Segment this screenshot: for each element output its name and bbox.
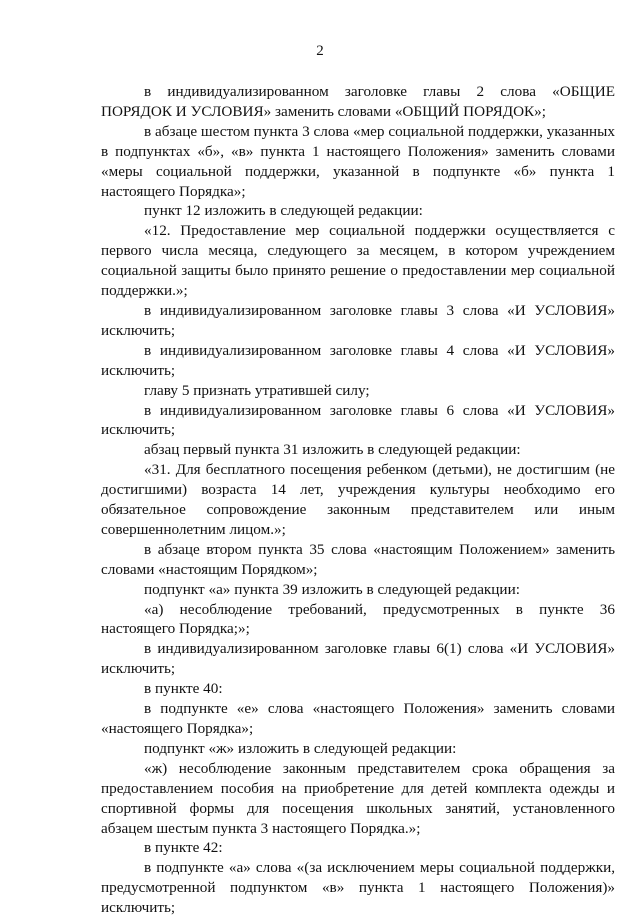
paragraph-7: главу 5 признать утратившей силу; (144, 381, 370, 399)
paragraph-11: в абзаце втором пункта 35 слова «настоящим Положением» заменить словами «настоящим Порядком»; (101, 540, 615, 578)
paragraph-19: в пункте 42: (144, 839, 223, 857)
paragraph-4: «12. Предоставление мер социальной поддержки осуществляется с первого числа месяца, следующего за месяцем, в котором учреждением социальной защиты было принято решение о предоставлении мер социальной поддержки.»; (101, 222, 615, 300)
paragraph-2: в абзаце шестом пункта 3 слова «мер социальной поддержки, указанных в подпунктах «б», «в» пункта 1 настоящего Положения» заменить словами «меры социальной поддержки, указанной в подпункте «б» пункта 1 настоящего Порядка»; (101, 122, 615, 200)
paragraph-10: «31. Для бесплатного посещения ребенком (детьми), не достигшим (не достигшими) возраста 14 лет, учреждения культуры необходимо его обязательное сопровождение законным представителем или иным совершеннолетним лицом.»; (101, 461, 615, 538)
page-number: 2 (316, 43, 324, 59)
paragraph-9: абзац первый пункта 31 изложить в следующей редакции: (144, 441, 521, 459)
paragraph-20: в подпункте «а» слова «(за исключением меры социальной поддержки, предусмотренной подпунктом «в» пункта 1 настоящего Положения)» исключить; (101, 859, 615, 917)
paragraph-16: в подпункте «е» слова «настоящего Положения» заменить словами «настоящего Порядка»; (101, 700, 615, 737)
paragraph-8: в индивидуализированном заголовке главы 6 слова «И УСЛОВИЯ» исключить; (101, 401, 615, 439)
paragraph-14: в индивидуализированном заголовке главы 6(1) слова «И УСЛОВИЯ» исключить; (101, 640, 615, 678)
paragraph-17: подпункт «ж» изложить в следующей редакции: (144, 739, 457, 757)
paragraph-5: в индивидуализированном заголовке главы 3 слова «И УСЛОВИЯ» исключить; (101, 301, 615, 339)
paragraph-15: в пункте 40: (144, 680, 223, 698)
document-body (101, 82, 615, 918)
paragraph-12: подпункт «а» пункта 39 изложить в следующей редакции: (144, 580, 520, 598)
paragraph-1: в индивидуализированном заголовке главы 2 слова «ОБЩИЕ ПОРЯДОК И УСЛОВИЯ» заменить словами «ОБЩИЙ ПОРЯДОК»; (101, 83, 615, 120)
paragraph-18: «ж) несоблюдение законным представителем срока обращения за предоставлением пособия на приобретение для детей комплекта одежды и спортивной формы для посещения школьных занятий, установленного абзацем шестым пункта 3 настоящего Порядка.»; (101, 759, 615, 837)
paragraph-3: пункт 12 изложить в следующей редакции: (144, 202, 423, 220)
paragraph-6: в индивидуализированном заголовке главы 4 слова «И УСЛОВИЯ» исключить; (101, 341, 615, 379)
paragraph-13: «а) несоблюдение требований, предусмотренных в пункте 36 настоящего Порядка;»; (101, 600, 615, 638)
